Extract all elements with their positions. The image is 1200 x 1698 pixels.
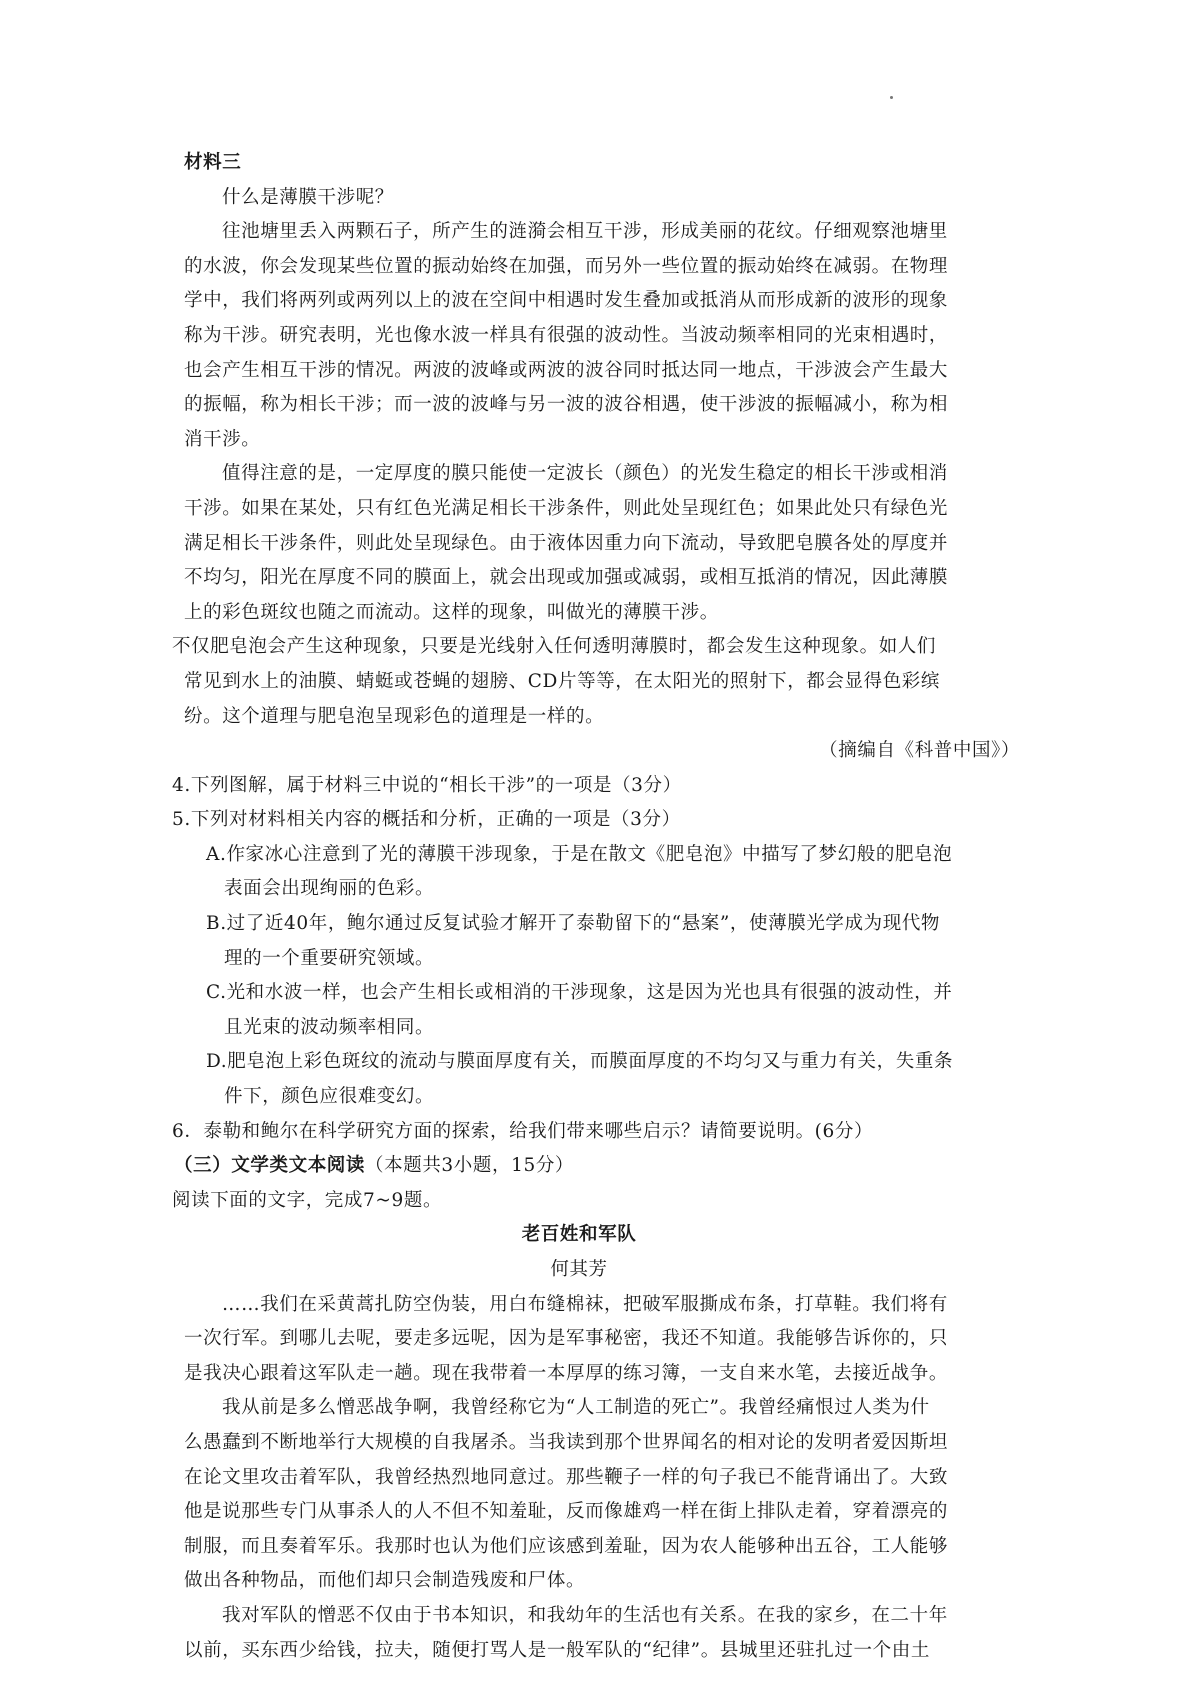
option-a-line2: 表面会出现绚丽的色彩。 <box>224 878 435 900</box>
question-6: 6．泰勒和鲍尔在科学研究方面的探索，给我们带来哪些启示？请简要说明。(6分） <box>172 1120 874 1142</box>
material3-heading: 材料三 <box>184 152 242 173</box>
essay-line: ……我们在采黄蒿扎防空伪装，用白布缝棉袜，把破军服撕成布条，打草鞋。我们将有 <box>222 1293 948 1315</box>
scan-dot <box>890 96 893 99</box>
option-c-line1: C.光和水波一样，也会产生相长或相消的干涉现象，这是因为光也具有很强的波动性，并 <box>206 982 953 1004</box>
material3-line: 的水波，你会发现某些位置的振动始终在加强，而另外一些位置的振动始终在减弱。在物理 <box>184 255 949 277</box>
essay-line: 是我决心跟着这军队走一趟。现在我带着一本厚厚的练习簿，一支自来水笔，去接近战争。 <box>184 1362 949 1384</box>
section-3-title-rest: （本题共3小题，15分） <box>365 1155 575 1177</box>
question-5: 5.下列对材料相关内容的概括和分析，正确的一项是（3分） <box>172 809 681 831</box>
essay-line: 我对军队的憎恶不仅由于书本知识，和我幼年的生活也有关系。在我的家乡，在二十年 <box>222 1604 948 1626</box>
material3-line: 不均匀，阳光在厚度不同的膜面上，就会出现或加强或减弱，或相互抵消的情况，因此薄膜 <box>184 567 949 589</box>
essay-line: 以前，买东西少给钱，拉夫，随便打骂人是一般军队的“纪律”。县城里还驻扎过一个由土 <box>184 1639 930 1661</box>
essay-author: 何其芳 <box>550 1259 608 1280</box>
option-b-line1: B.过了近40年，鲍尔通过反复试验才解开了泰勒留下的“悬案”，使薄膜光学成为现代物 <box>206 913 941 935</box>
material3-line: 纷。这个道理与肥皂泡呈现彩色的道理是一样的。 <box>184 705 605 727</box>
material3-line: 学中，我们将两列或两列以上的波在空间中相遇时发生叠加或抵消从而形成新的波形的现象 <box>184 290 949 312</box>
essay-line: 制服，而且奏着军乐。我那时也认为他们应该感到羞耻，因为农人能够种出五谷，工人能够 <box>184 1535 949 1557</box>
essay-line: 做出各种物品，而他们却只会制造残废和尸体。 <box>184 1570 586 1592</box>
material3-line: 的振幅，称为相长干涉；而一波的波峰与另一波的波谷相遇，使干涉波的振幅减小，称为相 <box>184 394 949 416</box>
option-a-line1: A.作家冰心注意到了光的薄膜干涉现象，于是在散文《肥皂泡》中描写了梦幻般的肥皂泡 <box>206 843 953 865</box>
essay-line: 一次行军。到哪儿去呢，要走多远呢，因为是军事秘密，我还不知道。我能够告诉你的，只 <box>184 1328 949 1350</box>
material3-source: （摘编自《科普中国》） <box>819 740 1020 762</box>
material3-line: 上的彩色斑纹也随之而流动。这样的现象，叫做光的薄膜干涉。 <box>184 601 719 623</box>
material3-line: 值得注意的是，一定厚度的膜只能使一定波长（颜色）的光发生稳定的相长干涉或相消 <box>222 463 948 485</box>
option-d-line2: 件下，颜色应很难变幻。 <box>224 1086 435 1108</box>
material3-line: 往池塘里丢入两颗石子，所产生的涟漪会相互干涉，形成美丽的花纹。仔细观察池塘里 <box>222 221 948 243</box>
essay-line: 他是说那些专门从事杀人的人不但不知羞耻，反而像雄鸡一样在街上排队走着，穿着漂亮的 <box>184 1501 949 1523</box>
option-b-line2: 理的一个重要研究领域。 <box>224 947 435 969</box>
section-3-title <box>174 1149 1024 1184</box>
essay-line: 我从前是多么憎恶战争啊，我曾经称它为“人工制造的死亡”。我曾经痛恨过人类为什 <box>222 1397 930 1419</box>
page-content <box>172 146 1024 1668</box>
material3-line: 消干涉。 <box>184 428 261 450</box>
essay-line: 在论文里攻击着军队，我曾经热烈地同意过。那些鞭子一样的句子我已不能背诵出了。大致 <box>184 1466 949 1488</box>
essay-line: 么愚蠢到不断地举行大规模的自我屠杀。当我读到那个世界闻名的相对论的发明者爱因斯坦 <box>184 1431 949 1453</box>
material3-line: 称为干涉。研究表明，光也像水波一样具有很强的波动性。当波动频率相同的光束相遇时， <box>184 324 949 346</box>
material3-line: 不仅肥皂泡会产生这种现象，只要是光线射入任何透明薄膜时，都会发生这种现象。如人们 <box>172 636 937 658</box>
question-4: 4.下列图解，属于材料三中说的“相长干涉”的一项是（3分） <box>172 774 682 796</box>
material3-line: 干涉。如果在某处，只有红色光满足相长干涉条件，则此处呈现红色；如果此处只有绿色光 <box>184 497 949 519</box>
material3-line: 什么是薄膜干涉呢？ <box>222 186 394 208</box>
option-c-line2: 且光束的波动频率相同。 <box>224 1016 435 1038</box>
section-3-instruction: 阅读下面的文字，完成7~9题。 <box>172 1189 443 1211</box>
option-d-line1: D.肥皂泡上彩色斑纹的流动与膜面厚度有关，而膜面厚度的不均匀又与重力有关，失重条 <box>206 1051 954 1073</box>
essay-title: 老百姓和军队 <box>521 1224 637 1246</box>
material3-line: 常见到水上的油膜、蜻蜓或苍蝇的翅膀、CD片等等，在太阳光的照射下，都会显得色彩缤 <box>184 670 940 692</box>
section-3-title-bold: （三）文学类文本阅读 <box>174 1155 366 1177</box>
material3-line: 满足相长干涉条件，则此处呈现绿色。由于液体因重力向下流动，导致肥皂膜各处的厚度并 <box>184 532 949 554</box>
material3-line: 也会产生相互干涉的情况。两波的波峰或两波的波谷同时抵达同一地点，干涉波会产生最大 <box>184 359 949 381</box>
